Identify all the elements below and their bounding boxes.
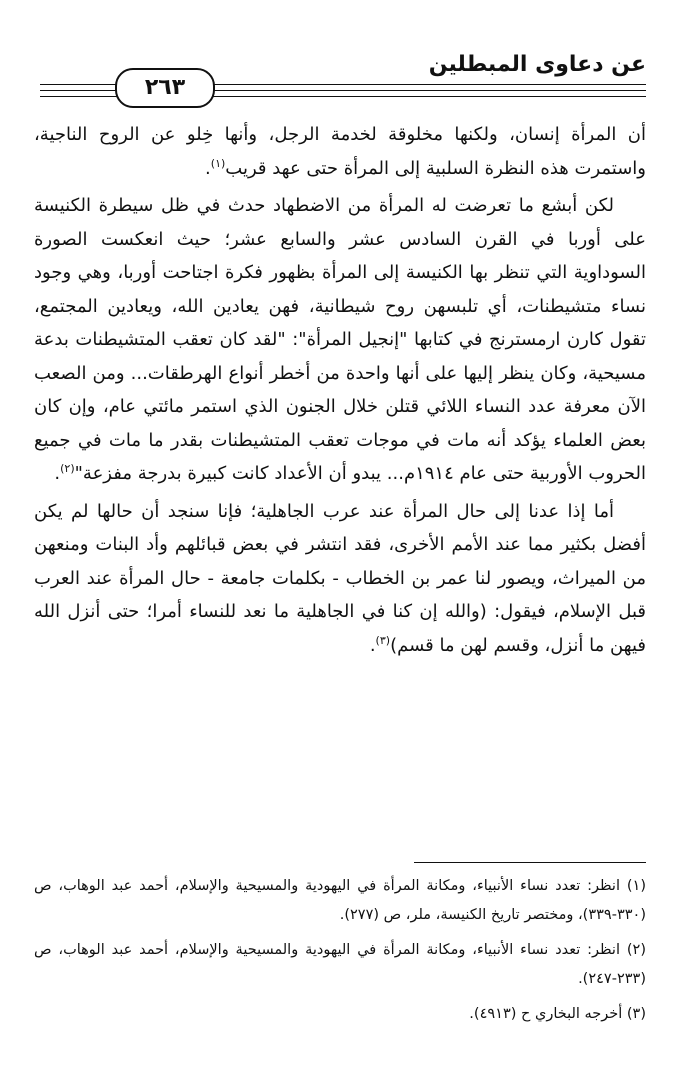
paragraph-tail: . (205, 157, 211, 179)
paragraph (34, 495, 646, 663)
paragraph-tail: . (54, 463, 61, 484)
paragraph (34, 118, 646, 185)
running-title: عن دعاوى المبطلين (428, 52, 646, 77)
footnote-marker[interactable]: (٢) (60, 462, 75, 475)
page-number: ٢٦٣ (115, 68, 215, 108)
paragraph-text: لكن أبشع ما تعرضت له المرأة من الاضطهاد حدث في ظل سيطرة الكنيسة على أوربا في القرن السادس عشر والسابع عشر؛ حيث انعكست الصورة السوداوية التي تنظر بها الكنيسة إلى المرأة بظهور فكرة اجتاحت أوربا، وهي وجود نساء متشيطنات، أي تلبسهن روح شيطانية، فهن يعادين الله، ويعادين المجتمع، تقول كارن ارمسترنج في كتابها "إنجيل المرأة": "لقد كان تعقب المتشيطنات بدعة مسيحية، وكان ينظر إليها على أنها واحدة من أخطر أنواع الهرطقات... ومن الصعب الآن معرفة عدد النساء اللائي قتلن خلال الجنون الذي استمر مائتي عام، وإن كان بعض العلماء يؤكد أنه مات في موجات تعقب المتشيطنات بقدر ما مات في جميع الحروب الأوربية حتى عام ١٩١٤م... يبدو أن الأعداد كانت كبيرة بدرجة مفزعة" (34, 195, 646, 484)
paragraph (34, 189, 646, 491)
paragraph-tail: . (369, 634, 376, 656)
footnote: (٢) انظر: تعدد نساء الأنبياء، ومكانة المرأة في اليهودية والمسيحية والإسلام، أحمد عبد الوهاب، ص (٢٣٣-٢٤٧). (34, 942, 646, 987)
footnote-marker[interactable]: (١) (210, 156, 226, 170)
footnote: (٣) أخرجه البخاري ح (٤٩١٣). (469, 1006, 646, 1022)
paragraph-text: أما إذا عدنا إلى حال المرأة عند عرب الجاهلية؛ فإنا سنجد أن حالها لم يكن أفضل بكثير مما عند الأمم الأخرى، فقد انتشر في بعض قبائلهم وأد البنات ومنعهن من الميراث، ويصور لنا عمر بن الخطاب - بكلمات جامعة - حال المرأة عند العرب قبل الإسلام، فيقول: (والله إن كنا في الجاهلية ما نعد للنساء أمرا؛ حتى أنزل الله فيهن ما أنزل، وقسم لهن ما قسم) (34, 500, 646, 656)
footnote-marker[interactable]: (٣) (375, 633, 391, 647)
page-header (40, 48, 646, 108)
main-text (34, 118, 646, 666)
footnote: (١) انظر: تعدد نساء الأنبياء، ومكانة المرأة في اليهودية والمسيحية والإسلام، أحمد عبد الوهاب، ص (٣٣٠-٣٣٩)، ومختصر تاريخ الكنيسة، ملر، ص (٢٧٧). (34, 878, 646, 923)
paragraph-text: أن المرأة إنسان، ولكنها مخلوقة لخدمة الرجل، وأنها خِلو عن الروح الناجية، واستمرت هذه النظرة السلبية إلى المرأة حتى عهد قريب (34, 124, 646, 179)
footnote-separator (414, 862, 646, 863)
footnotes (34, 872, 646, 1035)
